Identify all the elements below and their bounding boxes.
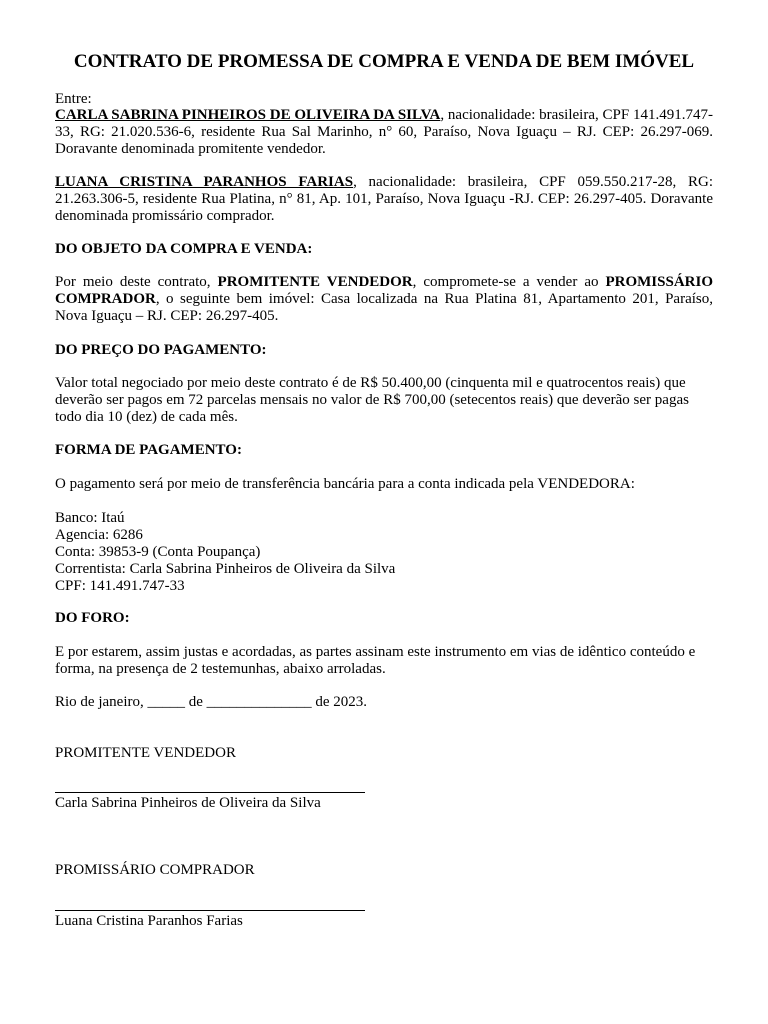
buyer-name: LUANA CRISTINA PARANHOS FARIAS bbox=[55, 174, 354, 190]
seller-signature-line bbox=[55, 792, 365, 793]
buyer-role: PROMISSÁRIO COMPRADOR bbox=[55, 274, 713, 307]
object-text-1: Por meio deste contrato, bbox=[55, 274, 218, 290]
seller-details: , nacionalidade: brasileira, CPF 141.491.747-33, RG: 21.020.536-6, residente Rua Sal Marinho, n° 60, Paraíso, Nova Iguaçu – RJ. CEP: 26.297-069. Doravante denominada promitente vendedor. bbox=[55, 107, 713, 157]
seller-signature-label: PROMITENTE VENDEDOR bbox=[55, 745, 236, 761]
forum-paragraph: E por estarem, assim justas e acordadas, as partes assinam este instrumento em vias de idêntico conteúdo e forma, na presença de 2 testemunhas, abaixo arroladas. bbox=[55, 644, 696, 677]
date-line: Rio de janeiro, _____ de ______________ de 2023. bbox=[55, 694, 368, 710]
buyer-paragraph bbox=[55, 174, 713, 225]
seller-role: PROMITENTE VENDEDOR bbox=[217, 274, 413, 290]
bank-name: Banco: Itaú bbox=[55, 510, 125, 526]
object-text-2: , compromete-se a vender ao bbox=[412, 274, 606, 290]
bank-agency: Agencia: 6286 bbox=[55, 527, 143, 543]
price-heading: DO PREÇO DO PAGAMENTO: bbox=[55, 342, 267, 358]
buyer-signature-line bbox=[55, 910, 365, 911]
price-paragraph: Valor total negociado por meio deste contrato é de R$ 50.400,00 (cinquenta mil e quatrocentos reais) que deverão ser pagos em 72 parcelas mensais no valor de R$ 700,00 (setecentos reais) que deverão ser pagas todo dia 10 (dez) de cada mês. bbox=[55, 375, 689, 425]
bank-account: Conta: 39853-9 (Conta Poupança) bbox=[55, 544, 261, 560]
buyer-signature-label: PROMISSÁRIO COMPRADOR bbox=[55, 862, 255, 878]
parties-intro: Entre: bbox=[55, 91, 92, 107]
payment-paragraph: O pagamento será por meio de transferência bancária para a conta indicada pela VENDEDORA: bbox=[55, 476, 635, 492]
forum-heading: DO FORO: bbox=[55, 610, 130, 626]
buyer-signature-name: Luana Cristina Paranhos Farias bbox=[55, 913, 243, 929]
bank-details bbox=[55, 510, 713, 595]
seller-name: CARLA SABRINA PINHEIROS DE OLIVEIRA DA SILVA bbox=[55, 107, 441, 123]
seller-signature-name: Carla Sabrina Pinheiros de Oliveira da Silva bbox=[55, 795, 321, 811]
document-title: CONTRATO DE PROMESSA DE COMPRA E VENDA DE BEM IMÓVEL bbox=[73, 51, 695, 72]
holder-cpf: CPF: 141.491.747-33 bbox=[55, 578, 185, 594]
buyer-details: , nacionalidade: brasileira, CPF 059.550.217-28, RG: 21.263.306-5, residente Rua Platina, n° 81, Ap. 101, Paraíso, Nova Iguaçu -RJ. CEP: 26.297-405. Doravante denominada promissário comprador. bbox=[55, 174, 713, 224]
payment-heading: FORMA DE PAGAMENTO: bbox=[55, 442, 242, 458]
seller-paragraph bbox=[55, 107, 713, 158]
account-holder: Correntista: Carla Sabrina Pinheiros de Oliveira da Silva bbox=[55, 561, 396, 577]
object-heading: DO OBJETO DA COMPRA E VENDA: bbox=[55, 241, 313, 257]
object-paragraph bbox=[55, 274, 713, 325]
object-text-3: , o seguinte bem imóvel: Casa localizada na Rua Platina 81, Apartamento 201, Paraíso, Nova Iguaçu – RJ. CEP: 26.297-405. bbox=[55, 291, 713, 324]
